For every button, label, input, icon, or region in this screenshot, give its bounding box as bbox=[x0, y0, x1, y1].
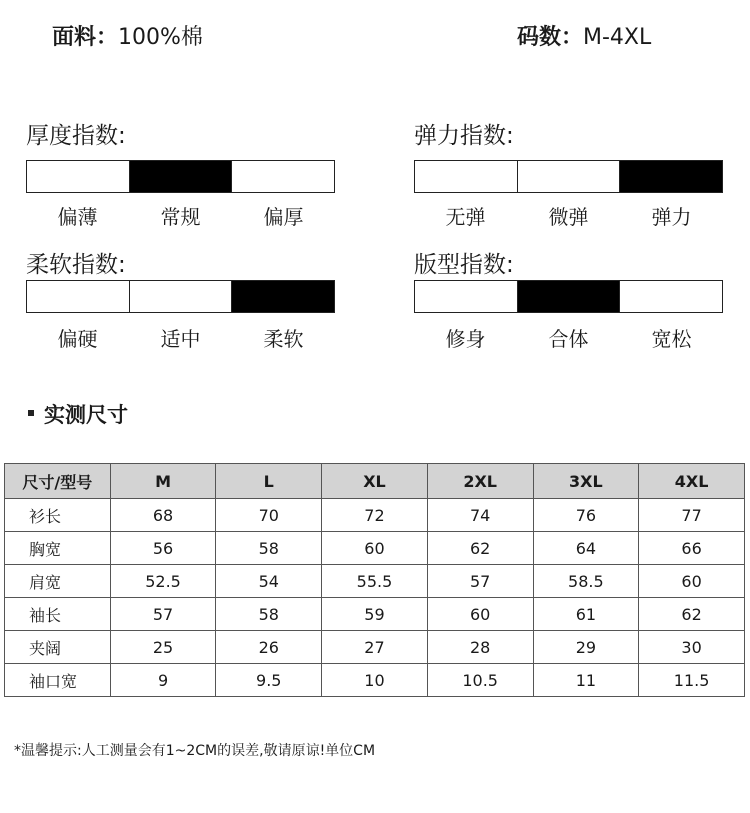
measurement-value-cell: 68 bbox=[110, 499, 216, 532]
fabric-value: 100%棉 bbox=[118, 25, 203, 50]
scale-label: 弹力 bbox=[651, 205, 692, 229]
scale-segment bbox=[415, 281, 518, 312]
measurement-value-cell: 62 bbox=[639, 598, 745, 631]
measurement-value-cell: 28 bbox=[427, 631, 533, 664]
measurement-value-cell: 27 bbox=[322, 631, 428, 664]
scale-label: 合体 bbox=[548, 327, 589, 351]
softness-index-labels bbox=[26, 323, 335, 352]
measurement-name-cell: 胸宽 bbox=[5, 532, 111, 565]
measurement-value-cell: 62 bbox=[427, 532, 533, 565]
elasticity-index-scale bbox=[414, 160, 723, 193]
scale-segment bbox=[130, 161, 233, 192]
table-row bbox=[5, 598, 745, 631]
size-range-spec bbox=[517, 20, 651, 51]
scale-segment bbox=[518, 281, 621, 312]
measurement-value-cell: 74 bbox=[427, 499, 533, 532]
measurement-value-cell: 72 bbox=[322, 499, 428, 532]
measurement-name-cell: 衫长 bbox=[5, 499, 111, 532]
bullet-icon bbox=[28, 410, 34, 416]
measurement-value-cell: 58 bbox=[216, 598, 322, 631]
measurement-value-cell: 60 bbox=[427, 598, 533, 631]
scale-segment bbox=[518, 161, 621, 192]
size-range-value: M-4XL bbox=[583, 25, 652, 50]
fabric-spec bbox=[52, 20, 203, 51]
table-row bbox=[5, 631, 745, 664]
measurement-value-cell: 25 bbox=[110, 631, 216, 664]
measurement-value-cell: 55.5 bbox=[322, 565, 428, 598]
fit-index-title: 版型指数: bbox=[414, 252, 514, 278]
scale-label: 常规 bbox=[160, 205, 201, 229]
table-row bbox=[5, 499, 745, 532]
table-header-cell: XL bbox=[322, 464, 428, 499]
measurement-value-cell: 11.5 bbox=[639, 664, 745, 697]
thickness-index-title: 厚度指数: bbox=[26, 123, 126, 149]
table-header-cell: 4XL bbox=[639, 464, 745, 499]
measurement-value-cell: 58.5 bbox=[533, 565, 639, 598]
measurement-value-cell: 56 bbox=[110, 532, 216, 565]
measurement-value-cell: 57 bbox=[110, 598, 216, 631]
fit-index-scale bbox=[414, 280, 723, 313]
measurement-value-cell: 60 bbox=[322, 532, 428, 565]
scale-label: 适中 bbox=[160, 327, 201, 351]
scale-segment bbox=[415, 161, 518, 192]
measurement-value-cell: 60 bbox=[639, 565, 745, 598]
measurement-value-cell: 61 bbox=[533, 598, 639, 631]
scale-segment bbox=[130, 281, 233, 312]
table-row bbox=[5, 565, 745, 598]
measurement-value-cell: 76 bbox=[533, 499, 639, 532]
scale-label: 偏硬 bbox=[57, 327, 98, 351]
table-header-row bbox=[5, 464, 745, 499]
measurement-name-cell: 袖长 bbox=[5, 598, 111, 631]
softness-index-title: 柔软指数: bbox=[26, 252, 126, 278]
thickness-index-labels bbox=[26, 201, 335, 230]
measurement-value-cell: 9.5 bbox=[216, 664, 322, 697]
scale-label: 偏厚 bbox=[263, 205, 304, 229]
table-header-cell: 尺寸/型号 bbox=[5, 464, 111, 499]
measurement-section-title bbox=[28, 399, 128, 429]
size-range-label: 码数： bbox=[517, 25, 584, 50]
measurement-value-cell: 10 bbox=[322, 664, 428, 697]
measurement-value-cell: 77 bbox=[639, 499, 745, 532]
measurement-name-cell: 肩宽 bbox=[5, 565, 111, 598]
scale-label: 柔软 bbox=[263, 327, 304, 351]
measurement-value-cell: 54 bbox=[216, 565, 322, 598]
scale-segment bbox=[620, 161, 722, 192]
table-row bbox=[5, 532, 745, 565]
measurement-note: *温馨提示:人工测量会有1~2CM的误差,敬请原谅!单位CM bbox=[14, 743, 376, 759]
measurement-value-cell: 30 bbox=[639, 631, 745, 664]
measurement-name-cell: 袖口宽 bbox=[5, 664, 111, 697]
measurement-value-cell: 52.5 bbox=[110, 565, 216, 598]
elasticity-index-title: 弹力指数: bbox=[414, 123, 514, 149]
measurement-value-cell: 66 bbox=[639, 532, 745, 565]
measurement-value-cell: 26 bbox=[216, 631, 322, 664]
measurement-value-cell: 29 bbox=[533, 631, 639, 664]
table-row bbox=[5, 664, 745, 697]
scale-label: 修身 bbox=[445, 327, 486, 351]
scale-label: 微弹 bbox=[548, 205, 589, 229]
measurement-value-cell: 59 bbox=[322, 598, 428, 631]
scale-label: 宽松 bbox=[651, 327, 692, 351]
scale-label: 偏薄 bbox=[57, 205, 98, 229]
measurement-value-cell: 9 bbox=[110, 664, 216, 697]
measurement-value-cell: 64 bbox=[533, 532, 639, 565]
measurement-value-cell: 70 bbox=[216, 499, 322, 532]
elasticity-index-labels bbox=[414, 201, 723, 230]
measurement-section-label: 实测尺寸 bbox=[44, 403, 128, 427]
fabric-label: 面料： bbox=[52, 25, 119, 50]
table-header-cell: M bbox=[110, 464, 216, 499]
thickness-index-scale bbox=[26, 160, 335, 193]
table-header-cell: 2XL bbox=[427, 464, 533, 499]
table-header-cell: L bbox=[216, 464, 322, 499]
measurement-value-cell: 57 bbox=[427, 565, 533, 598]
softness-index-scale bbox=[26, 280, 335, 313]
measurement-value-cell: 58 bbox=[216, 532, 322, 565]
scale-segment bbox=[27, 281, 130, 312]
size-chart-table bbox=[4, 463, 745, 697]
table-body bbox=[5, 499, 745, 697]
measurement-name-cell: 夹阔 bbox=[5, 631, 111, 664]
measurement-value-cell: 11 bbox=[533, 664, 639, 697]
scale-segment bbox=[620, 281, 722, 312]
table-header-cell: 3XL bbox=[533, 464, 639, 499]
scale-segment bbox=[232, 281, 334, 312]
fit-index-labels bbox=[414, 323, 723, 352]
scale-label: 无弹 bbox=[445, 205, 486, 229]
measurement-value-cell: 10.5 bbox=[427, 664, 533, 697]
scale-segment bbox=[27, 161, 130, 192]
scale-segment bbox=[232, 161, 334, 192]
